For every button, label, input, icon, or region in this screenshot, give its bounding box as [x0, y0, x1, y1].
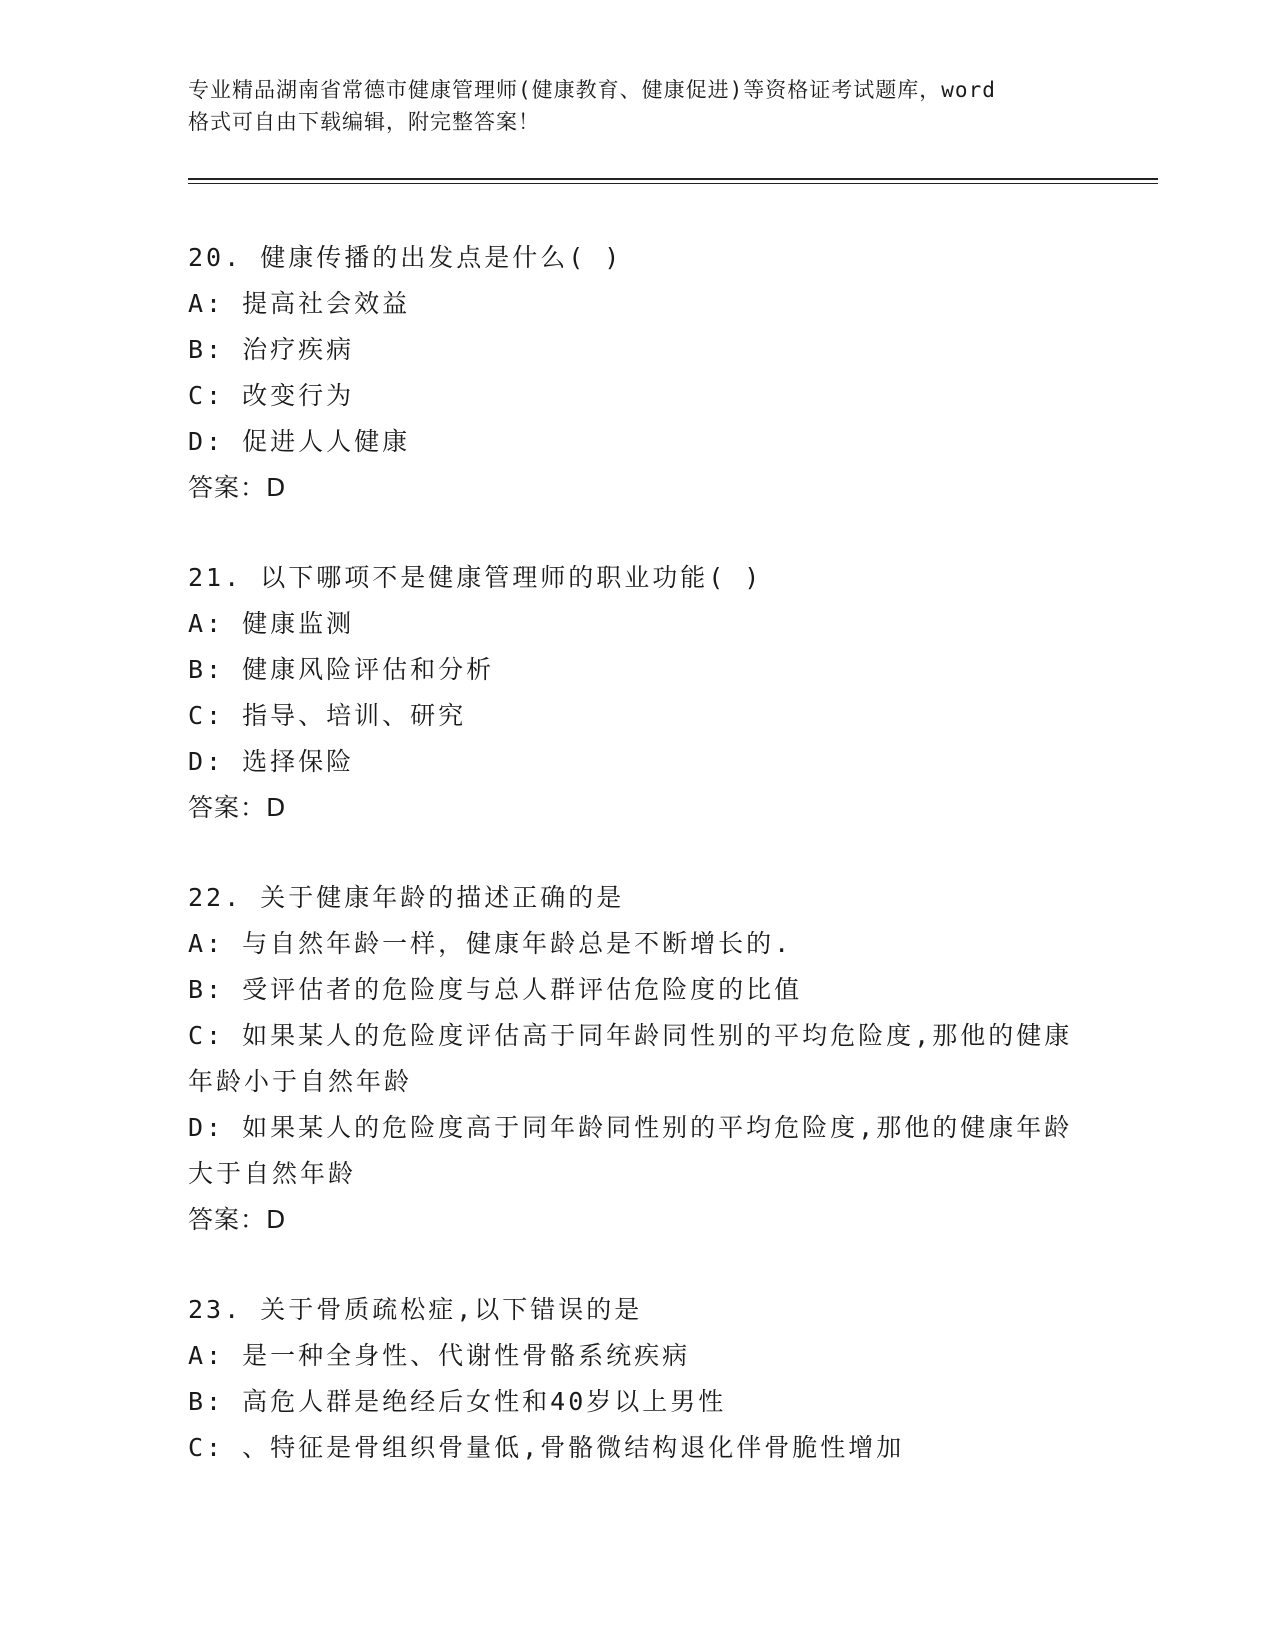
option-b: B: 高危人群是绝经后女性和40岁以上男性: [188, 1387, 727, 1416]
option-a: A: 健康监测: [188, 609, 355, 638]
header-divider: [188, 178, 1158, 180]
option-b: B: 健康风险评估和分析: [188, 655, 495, 684]
answer-label: 答案：D: [188, 473, 287, 502]
option-b: B: 治疗疾病: [188, 335, 355, 364]
question-stem: 20. 健康传播的出发点是什么( ): [188, 243, 623, 272]
option-d: D: 选择保险: [188, 747, 355, 776]
option-a: A: 是一种全身性、代谢性骨骼系统疾病: [188, 1341, 691, 1370]
question-stem: 23. 关于骨质疏松症,以下错误的是: [188, 1295, 643, 1324]
option-d: D: 如果某人的危险度高于同年龄同性别的平均危险度,那他的健康年龄大于自然年龄: [188, 1113, 1073, 1188]
option-a: A: 提高社会效益: [188, 289, 411, 318]
header-line-1: 专业精品湖南省常德市健康管理师(健康教育、健康促进)等资格证考试题库，word: [188, 78, 996, 102]
question-stem: 22. 关于健康年龄的描述正确的是: [188, 883, 625, 912]
option-c: C: 如果某人的危险度评估高于同年龄同性别的平均危险度,那他的健康年龄小于自然年龄: [188, 1021, 1073, 1096]
option-a: A: 与自然年龄一样，健康年龄总是不断增长的.: [188, 929, 793, 958]
question-20: [188, 235, 1088, 511]
option-c: C: 、特征是骨组织骨量低,骨骼微结构退化伴骨脆性增加: [188, 1433, 905, 1462]
question-stem: 21. 以下哪项不是健康管理师的职业功能( ): [188, 563, 763, 592]
option-b: B: 受评估者的危险度与总人群评估危险度的比值: [188, 975, 803, 1004]
question-23: [188, 1287, 1088, 1471]
option-d: D: 促进人人健康: [188, 427, 411, 456]
document-header: [188, 74, 1108, 138]
question-21: [188, 555, 1088, 831]
answer-label: 答案：D: [188, 793, 287, 822]
option-c: C: 改变行为: [188, 381, 355, 410]
answer-label: 答案：D: [188, 1205, 287, 1234]
header-line-2: 格式可自由下载编辑，附完整答案！: [188, 110, 540, 134]
question-22: [188, 875, 1088, 1243]
option-c: C: 指导、培训、研究: [188, 701, 467, 730]
header-divider-thin: [188, 183, 1158, 184]
